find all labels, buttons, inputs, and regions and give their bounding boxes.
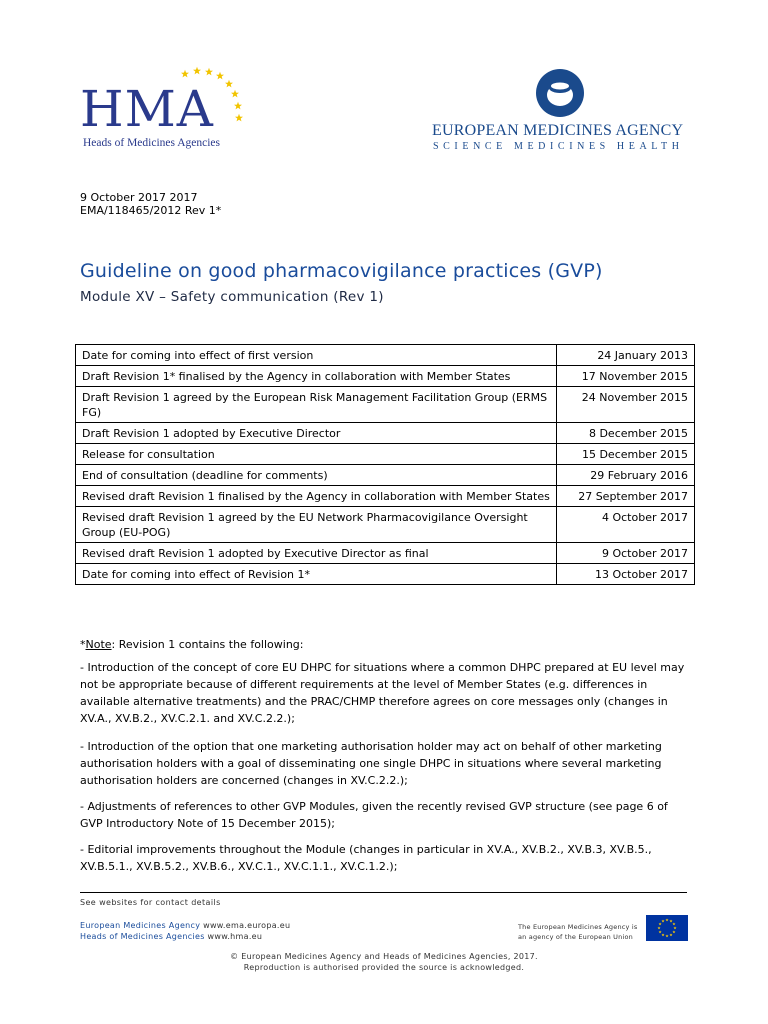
footer-hma-url[interactable]: www.hma.eu [207, 932, 263, 941]
eu-agency-statement [518, 922, 637, 942]
revision-note [80, 636, 692, 653]
footer-ema [80, 921, 290, 930]
ema-name: EUROPEAN MEDICINES AGENCY [432, 122, 684, 139]
footer-hma [80, 932, 262, 941]
footer-ema-url[interactable]: www.ema.europa.eu [203, 921, 291, 930]
note-bullet: - Introduction of the option that one marketing authorisation holder may act on behalf of other marketing authorisation holders with a goal of disseminating one single DHPC in situations where several marketing authorisation holders are concerned (changes in XV.C.2.2.); [80, 740, 662, 787]
date-cell: 24 January 2013 [557, 345, 695, 366]
table-row [76, 366, 695, 387]
table-row [76, 507, 695, 543]
table-row [76, 465, 695, 486]
footer-hma-name: Heads of Medicines Agencies [80, 932, 205, 941]
date-cell: 17 November 2015 [557, 366, 695, 387]
event-cell: Release for consultation [76, 444, 557, 465]
event-cell: Revised draft Revision 1 adopted by Executive Director as final [76, 543, 557, 564]
date-cell: 29 February 2016 [557, 465, 695, 486]
note-text: : Revision 1 contains the following: [111, 638, 304, 651]
event-cell: Date for coming into effect of Revision 1* [76, 564, 557, 585]
table-row [76, 564, 695, 585]
revision-schedule-table [75, 344, 695, 585]
document-subtitle: Module XV – Safety communication (Rev 1) [80, 289, 384, 305]
ema-emblem-icon [535, 68, 585, 118]
eu-flag-icon [646, 915, 688, 941]
hma-star-icon [193, 67, 201, 75]
hma-star-icon [225, 80, 233, 88]
hma-wordmark: HMA [80, 80, 214, 138]
note-bullet: - Introduction of the concept of core EU DHPC for situations where a common DHPC prepared at EU level may not be appropriate because of different requirements at the level of Member States (e.g. differences in available alternative treatments) and the PRAC/CHMP therefore agrees on core messages only (changes in XV.A., XV.B.2., XV.C.2.1. and XV.C.2.2.); [80, 661, 685, 725]
date-cell: 15 December 2015 [557, 444, 695, 465]
hma-star-icon [205, 68, 213, 76]
event-cell: Revised draft Revision 1 finalised by the Agency in collaboration with Member States [76, 486, 557, 507]
eu-statement-line: an agency of the European Union [518, 933, 633, 941]
table-row [76, 486, 695, 507]
event-cell: End of consultation (deadline for comments) [76, 465, 557, 486]
hma-subtitle: Heads of Medicines Agencies [83, 137, 221, 149]
note-asterisk: * [80, 638, 86, 651]
footer-ema-name: European Medicines Agency [80, 921, 201, 930]
eu-statement-line: The European Medicines Agency is [518, 923, 638, 931]
ema-tagline: SCIENCE MEDICINES HEALTH [433, 141, 684, 152]
note-label: Note [85, 638, 112, 651]
date-cell: 9 October 2017 [557, 543, 695, 564]
event-cell: Draft Revision 1* finalised by the Agency in collaboration with Member States [76, 366, 557, 387]
date-cell: 24 November 2015 [557, 387, 695, 423]
document-title: Guideline on good pharmacovigilance practices (GVP) [80, 260, 603, 282]
date-cell: 27 September 2017 [557, 486, 695, 507]
event-cell: Revised draft Revision 1 agreed by the EU Network Pharmacovigilance Oversight Group (EU-POG) [76, 507, 557, 543]
table-row [76, 345, 695, 366]
ema-logo [430, 68, 700, 158]
date-cell: 8 December 2015 [557, 423, 695, 444]
date-cell: 4 October 2017 [557, 507, 695, 543]
hma-star-icon [181, 70, 189, 78]
document-reference: EMA/118465/2012 Rev 1* [80, 204, 222, 217]
hma-star-icon [234, 102, 242, 110]
table-row [76, 543, 695, 564]
footer-contact: See websites for contact details [80, 898, 221, 907]
table-row [76, 423, 695, 444]
event-cell: Draft Revision 1 agreed by the European Risk Management Facilitation Group (ERMS FG) [76, 387, 557, 423]
hma-star-icon [216, 72, 224, 80]
reproduction-notice: Reproduction is authorised provided the source is acknowledged. [243, 963, 525, 972]
date-cell: 13 October 2017 [557, 564, 695, 585]
footer-divider [80, 892, 687, 893]
note-bullet: - Adjustments of references to other GVP Modules, given the recently revised GVP structure (see page 6 of GVP Introductory Note of 15 December 2015); [80, 800, 668, 830]
event-cell: Date for coming into effect of first version [76, 345, 557, 366]
hma-star-icon [235, 114, 243, 122]
note-bullet: - Editorial improvements throughout the Module (changes in particular in XV.A., XV.B.2., XV.B.3, XV.B.5., XV.B.5.1., XV.B.5.2., XV.B.6., XV.C.1., XV.C.1.1., XV.C.1.2.); [80, 843, 652, 873]
event-cell: Draft Revision 1 adopted by Executive Director [76, 423, 557, 444]
table-row [76, 387, 695, 423]
copyright-notice: © European Medicines Agency and Heads of Medicines Agencies, 2017. [230, 952, 538, 961]
hma-star-icon [231, 90, 239, 98]
hma-logo [80, 62, 250, 157]
document-date: 9 October 2017 2017 [80, 191, 198, 204]
table-row [76, 444, 695, 465]
